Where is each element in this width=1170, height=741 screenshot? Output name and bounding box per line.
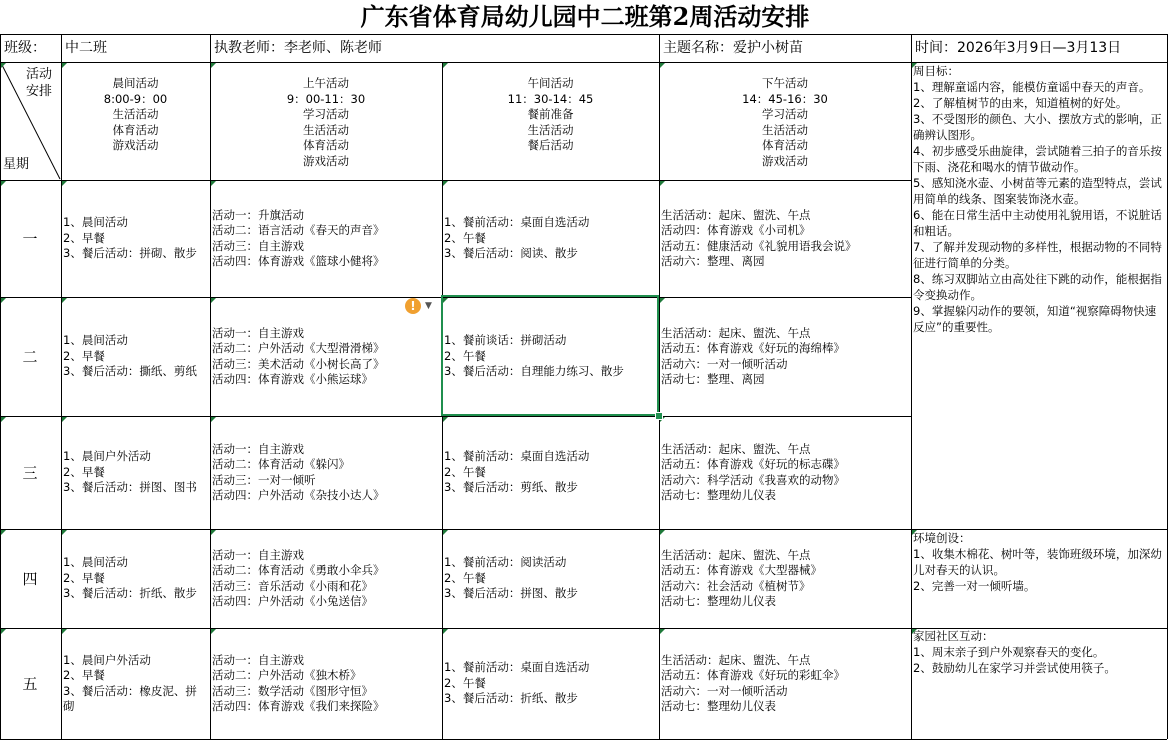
- comment-marker: [1, 530, 6, 535]
- comment-marker: [1, 629, 6, 634]
- class-label[interactable]: 班级：: [4, 40, 46, 56]
- class-value[interactable]: 中二班: [65, 40, 107, 56]
- activity-line: 3、餐后活动：拼图、图书: [63, 480, 197, 495]
- grid-v: [659, 34, 660, 62]
- column-header-4[interactable]: [659, 76, 911, 169]
- activity-line: 活动五：体育游戏《好玩的海绵棒》: [661, 341, 845, 355]
- corner-activity: 活动: [26, 67, 53, 82]
- activity-line: 3、餐后活动：拼砌、散步: [63, 246, 197, 261]
- schedule-cell-noon[interactable]: [444, 529, 657, 628]
- column-header-line: 午间活动: [527, 76, 574, 90]
- page-title: 广东省体育局幼儿园中二班第2周活动安排: [360, 2, 810, 31]
- column-header-line: 游戏活动: [112, 138, 159, 152]
- weekday-label[interactable]: 一: [22, 229, 38, 248]
- note-line: 2、鼓励幼儿在家学习并尝试使用筷子。: [913, 661, 1116, 675]
- note-line: 6、能在日常生活中主动使用礼貌用语，不说脏话和粗话。: [913, 208, 1162, 238]
- corner-arrange: 安排: [26, 84, 53, 99]
- activity-line: 活动五：健康活动《礼貌用语我会说》: [661, 238, 857, 253]
- comment-marker: [211, 63, 216, 68]
- activity-line: 活动二：语言活动《春天的声音》: [212, 223, 385, 237]
- schedule-cell-am[interactable]: [212, 416, 440, 529]
- activity-line: 砌: [63, 699, 75, 713]
- activity-line: 活动三：数学活动《图形守恒》: [212, 683, 373, 698]
- grid-h: [0, 34, 1167, 35]
- grid-v: [1167, 34, 1168, 62]
- time-cell[interactable]: 时间：2026年3月9日—3月13日: [915, 40, 1122, 56]
- schedule-cell-morning[interactable]: [63, 628, 208, 739]
- note-line: 4、初步感受乐曲旋律，尝试随着三拍子的音乐按下雨、浇花和喝水的情节做动作。: [913, 144, 1162, 174]
- weekday-label[interactable]: 三: [22, 463, 38, 482]
- schedule-cell-morning[interactable]: [63, 529, 208, 628]
- home-title: 家园社区互动：: [913, 629, 994, 643]
- activity-line: 活动七：整理幼儿仪表: [661, 699, 776, 713]
- column-header-line: 游戏活动: [303, 153, 349, 168]
- column-header-line: 生活活动: [112, 107, 159, 121]
- schedule-cell-am[interactable]: [212, 180, 440, 297]
- activity-line: 活动一：自主游戏: [212, 547, 304, 562]
- column-header-1[interactable]: [61, 76, 210, 154]
- activity-line: 2、早餐: [63, 668, 105, 682]
- weekly-goals[interactable]: [913, 63, 1165, 335]
- comment-marker: [443, 629, 448, 634]
- column-header-line: 学习活动: [762, 107, 808, 121]
- grid-h: [0, 628, 911, 629]
- activity-line: 3、餐后活动：拼图、散步: [444, 586, 578, 601]
- activity-line: 3、餐后活动：橡皮泥、拼: [63, 683, 197, 698]
- activity-line: 活动七：整理、离园: [661, 372, 765, 386]
- grid-h: [911, 529, 1167, 530]
- activity-line: 生活活动：起床、盥洗、午点: [661, 652, 811, 667]
- comment-marker: [912, 530, 917, 535]
- comment-marker: [443, 181, 448, 186]
- activity-line: 2、午餐: [444, 348, 486, 363]
- weekday-label[interactable]: 二: [22, 347, 38, 366]
- note-line: 1、周末亲子到户外观察春天的变化。: [913, 645, 1105, 659]
- comment-marker: [660, 298, 665, 303]
- comment-marker: [62, 530, 67, 535]
- note-line: 1、收集木棉花、树叶等，装饰班级环境，加深幼儿对春天的认识。: [913, 547, 1162, 577]
- activity-line: 2、午餐: [444, 464, 486, 479]
- activity-line: 1、晨间户外活动: [63, 652, 151, 667]
- activity-line: 活动三：美术活动《小树长高了》: [212, 356, 385, 371]
- grid-h: [911, 628, 1167, 629]
- schedule-cell-pm[interactable]: [661, 416, 909, 529]
- note-line: 2、了解植树节的由来，知道植树的好处。: [913, 96, 1128, 110]
- activity-line: 1、餐前活动：阅读活动: [444, 555, 567, 570]
- comment-marker: [443, 530, 448, 535]
- activity-line: 2、午餐: [444, 675, 486, 690]
- activity-line: 活动七：整理幼儿仪表: [661, 488, 776, 502]
- fill-handle[interactable]: [655, 412, 663, 420]
- comment-marker: [660, 629, 665, 634]
- activity-line: 2、早餐: [63, 570, 105, 585]
- schedule-cell-noon[interactable]: [444, 416, 657, 529]
- column-header-line: 体育活动: [303, 138, 349, 152]
- grid-v: [1167, 62, 1168, 739]
- activity-line: 活动七：整理幼儿仪表: [661, 594, 776, 608]
- grid-h: [911, 739, 1167, 740]
- comment-marker: [211, 417, 216, 422]
- column-header-line: 9：00-11：30: [286, 91, 366, 106]
- column-header-line: 晨间活动: [112, 76, 159, 90]
- activity-line: 活动三：自主游戏: [212, 238, 304, 253]
- grid-v: [659, 62, 660, 739]
- activity-line: 3、餐后活动：阅读、散步: [444, 246, 578, 261]
- comment-marker: [443, 63, 448, 68]
- comment-marker: [1, 298, 6, 303]
- activity-line: 活动六：一对一倾听活动: [661, 683, 788, 698]
- column-header-line: 餐前准备: [527, 107, 574, 121]
- activity-line: 活动六：科学活动《我喜欢的动物》: [661, 472, 845, 487]
- note-line: 3、不受图形的颜色、大小、摆放方式的影响，正确辨认图形。: [913, 112, 1162, 142]
- comment-marker: [1, 63, 6, 68]
- activity-line: 生活活动：起床、盥洗、午点: [661, 547, 811, 562]
- comment-marker: [660, 63, 665, 68]
- activity-line: 活动一：自主游戏: [212, 441, 304, 456]
- comment-marker: [211, 530, 216, 535]
- activity-line: 活动一：自主游戏: [212, 652, 304, 667]
- column-header-line: 体育活动: [762, 138, 808, 152]
- activity-line: 1、餐前活动：桌面自选活动: [444, 660, 590, 675]
- activity-line: 活动二：体育活动《躲闪》: [212, 457, 350, 471]
- column-header-line: 生活活动: [303, 122, 349, 137]
- activity-line: 2、早餐: [63, 348, 105, 363]
- grid-v: [61, 34, 62, 62]
- chevron-down-icon[interactable]: ▼: [425, 301, 432, 311]
- schedule-cell-am[interactable]: [212, 297, 440, 416]
- note-line: 7、了解并发现动物的多样性，根据动物的不同特征进行简单的分类。: [913, 240, 1162, 270]
- activity-line: 2、午餐: [444, 230, 486, 245]
- activity-line: 1、餐前活动：桌面自选活动: [444, 449, 590, 464]
- activity-line: 活动四：体育游戏《篮球小健将》: [212, 254, 385, 268]
- activity-line: 生活活动：起床、盥洗、午点: [661, 325, 811, 340]
- activity-line: 1、晨间活动: [63, 215, 128, 230]
- schedule-cell-morning[interactable]: [63, 416, 208, 529]
- teachers-cell[interactable]: 执教老师：李老师、陈老师: [214, 40, 382, 56]
- activity-line: 活动六：社会活动《植树节》: [661, 578, 811, 593]
- activity-line: 活动四：户外活动《杂技小达人》: [212, 488, 385, 502]
- activity-line: 活动四：体育游戏《我们来探险》: [212, 699, 385, 713]
- activity-line: 活动一：升旗活动: [212, 207, 304, 222]
- activity-line: 活动二：户外活动《大型滑滑梯》: [212, 341, 385, 355]
- activity-line: 活动四：体育游戏《小熊运球》: [212, 372, 373, 386]
- comment-marker: [211, 298, 216, 303]
- activity-line: 活动五：体育游戏《好玩的彩虹伞》: [661, 668, 845, 682]
- column-header-line: 生活活动: [527, 122, 574, 137]
- schedule-cell-noon[interactable]: [444, 628, 657, 739]
- grid-h: [0, 416, 911, 417]
- activity-line: 生活活动：起床、盥洗、午点: [661, 441, 811, 456]
- goals-list: [913, 79, 1165, 335]
- activity-line: 活动五：体育游戏《好玩的标志碟》: [661, 457, 845, 471]
- schedule-cell-pm[interactable]: [661, 180, 909, 297]
- activity-line: 活动六：整理、离园: [661, 254, 765, 268]
- note-line: 5、感知浇水壶、小树苗等元素的造型特点，尝试用简单的线条、图案装饰浇水壶。: [913, 176, 1162, 206]
- activity-line: 1、餐前谈话：拼砌活动: [444, 333, 567, 348]
- comment-marker: [912, 63, 917, 68]
- env-list: [913, 546, 1165, 594]
- schedule-cell-am[interactable]: [212, 628, 440, 739]
- activity-line: 3、餐后活动：撕纸、剪纸: [63, 364, 197, 379]
- comment-marker: [660, 181, 665, 186]
- column-header-line: 餐后活动: [527, 138, 574, 152]
- column-header-line: 14：45-16：30: [742, 91, 828, 106]
- activity-line: 活动三：音乐活动《小雨和花》: [212, 578, 373, 593]
- activity-line: 活动二：户外活动《独木桥》: [212, 668, 362, 682]
- column-header-line: 8:00-9：00: [103, 91, 168, 106]
- activity-line: 1、晨间活动: [63, 333, 128, 348]
- comment-marker: [62, 63, 67, 68]
- column-header-line: 体育活动: [112, 122, 159, 137]
- grid-v: [0, 62, 1, 739]
- activity-line: 活动四：体育游戏《小司机》: [661, 223, 811, 237]
- schedule-cell-am[interactable]: [212, 529, 440, 628]
- activity-line: 活动四：户外活动《小兔送信》: [212, 594, 373, 608]
- schedule-cell-noon[interactable]: [444, 180, 657, 297]
- env-title: 环境创设：: [913, 531, 971, 545]
- column-header-line: 下午活动: [762, 76, 808, 90]
- activity-line: 1、晨间活动: [63, 555, 128, 570]
- environment-setup[interactable]: [913, 530, 1165, 594]
- comment-marker: [62, 181, 67, 186]
- activity-line: 活动二：体育活动《勇敢小伞兵》: [212, 563, 385, 577]
- comment-marker: [62, 298, 67, 303]
- column-header-line: 学习活动: [303, 107, 349, 121]
- grid-v: [911, 62, 912, 739]
- activity-line: 活动三：一对一倾听: [212, 472, 316, 487]
- activity-line: 活动一：自主游戏: [212, 325, 304, 340]
- comment-marker: [912, 629, 917, 634]
- activity-line: 1、餐前活动：桌面自选活动: [444, 215, 590, 230]
- grid-v: [911, 34, 912, 62]
- column-header-line: 上午活动: [303, 76, 349, 90]
- comment-marker: [1, 417, 6, 422]
- activity-line: 2、早餐: [63, 464, 105, 479]
- activity-line: 1、晨间户外活动: [63, 449, 151, 464]
- selected-cell-border[interactable]: [441, 295, 659, 416]
- corner-week: 星期: [3, 157, 30, 172]
- grid-v: [210, 34, 211, 62]
- activity-line: 生活活动：起床、盥洗、午点: [661, 207, 811, 222]
- schedule-cell-pm[interactable]: [661, 529, 909, 628]
- grid-v: [61, 62, 62, 739]
- column-header-2[interactable]: [210, 76, 442, 169]
- comment-marker: [62, 417, 67, 422]
- schedule-cell-morning[interactable]: [63, 297, 208, 416]
- note-line: 2、完善一对一倾听墙。: [913, 579, 1036, 593]
- column-header-line: 生活活动: [762, 122, 808, 137]
- note-line: 8、练习双脚站立由高处往下跳的动作，能根据指令变换动作。: [913, 272, 1162, 302]
- grid-h: [0, 180, 911, 181]
- column-header-line: 游戏活动: [762, 153, 808, 168]
- theme-cell[interactable]: 主题名称：爱护小树苗: [663, 40, 803, 56]
- activity-line: 3、餐后活动：剪纸、散步: [444, 480, 578, 495]
- comment-marker: [443, 417, 448, 422]
- warning-icon[interactable]: !: [405, 298, 421, 314]
- column-header-3[interactable]: [442, 76, 659, 154]
- comment-marker: [211, 181, 216, 186]
- grid-h: [0, 62, 1167, 63]
- schedule-cell-pm[interactable]: [661, 628, 909, 739]
- schedule-cell-pm[interactable]: [661, 297, 909, 416]
- activity-line: 2、早餐: [63, 230, 105, 245]
- note-line: 9、掌握躲闪动作的要领，知道“视察障碍物快速反应”的重要性。: [913, 304, 1157, 334]
- comment-marker: [62, 629, 67, 634]
- weekday-label[interactable]: 五: [22, 674, 38, 693]
- comment-marker: [660, 530, 665, 535]
- schedule-cell-morning[interactable]: [63, 180, 208, 297]
- column-header-line: 11：30-14：45: [507, 91, 594, 106]
- home-list: [913, 644, 1165, 676]
- grid-v: [0, 34, 1, 62]
- activity-line: 活动六：一对一倾听活动: [661, 356, 788, 371]
- weekday-label[interactable]: 四: [22, 569, 38, 588]
- activity-line: 3、餐后活动：折纸、散步: [63, 586, 197, 601]
- activity-line: 3、餐后活动：自理能力练习、散步: [444, 364, 624, 379]
- grid-h: [0, 739, 911, 740]
- grid-v: [210, 62, 211, 739]
- activity-line: 2、午餐: [444, 570, 486, 585]
- note-line: 1、理解童谣内容，能模仿童谣中春天的声音。: [913, 80, 1151, 94]
- activity-line: 3、餐后活动：折纸、散步: [444, 691, 578, 706]
- goals-title: 周目标：: [913, 64, 959, 78]
- comment-marker: [211, 629, 216, 634]
- home-community[interactable]: [913, 628, 1165, 676]
- comment-marker: [1, 181, 6, 186]
- activity-line: 活动五：体育游戏《大型器械》: [661, 563, 822, 577]
- grid-h: [0, 529, 911, 530]
